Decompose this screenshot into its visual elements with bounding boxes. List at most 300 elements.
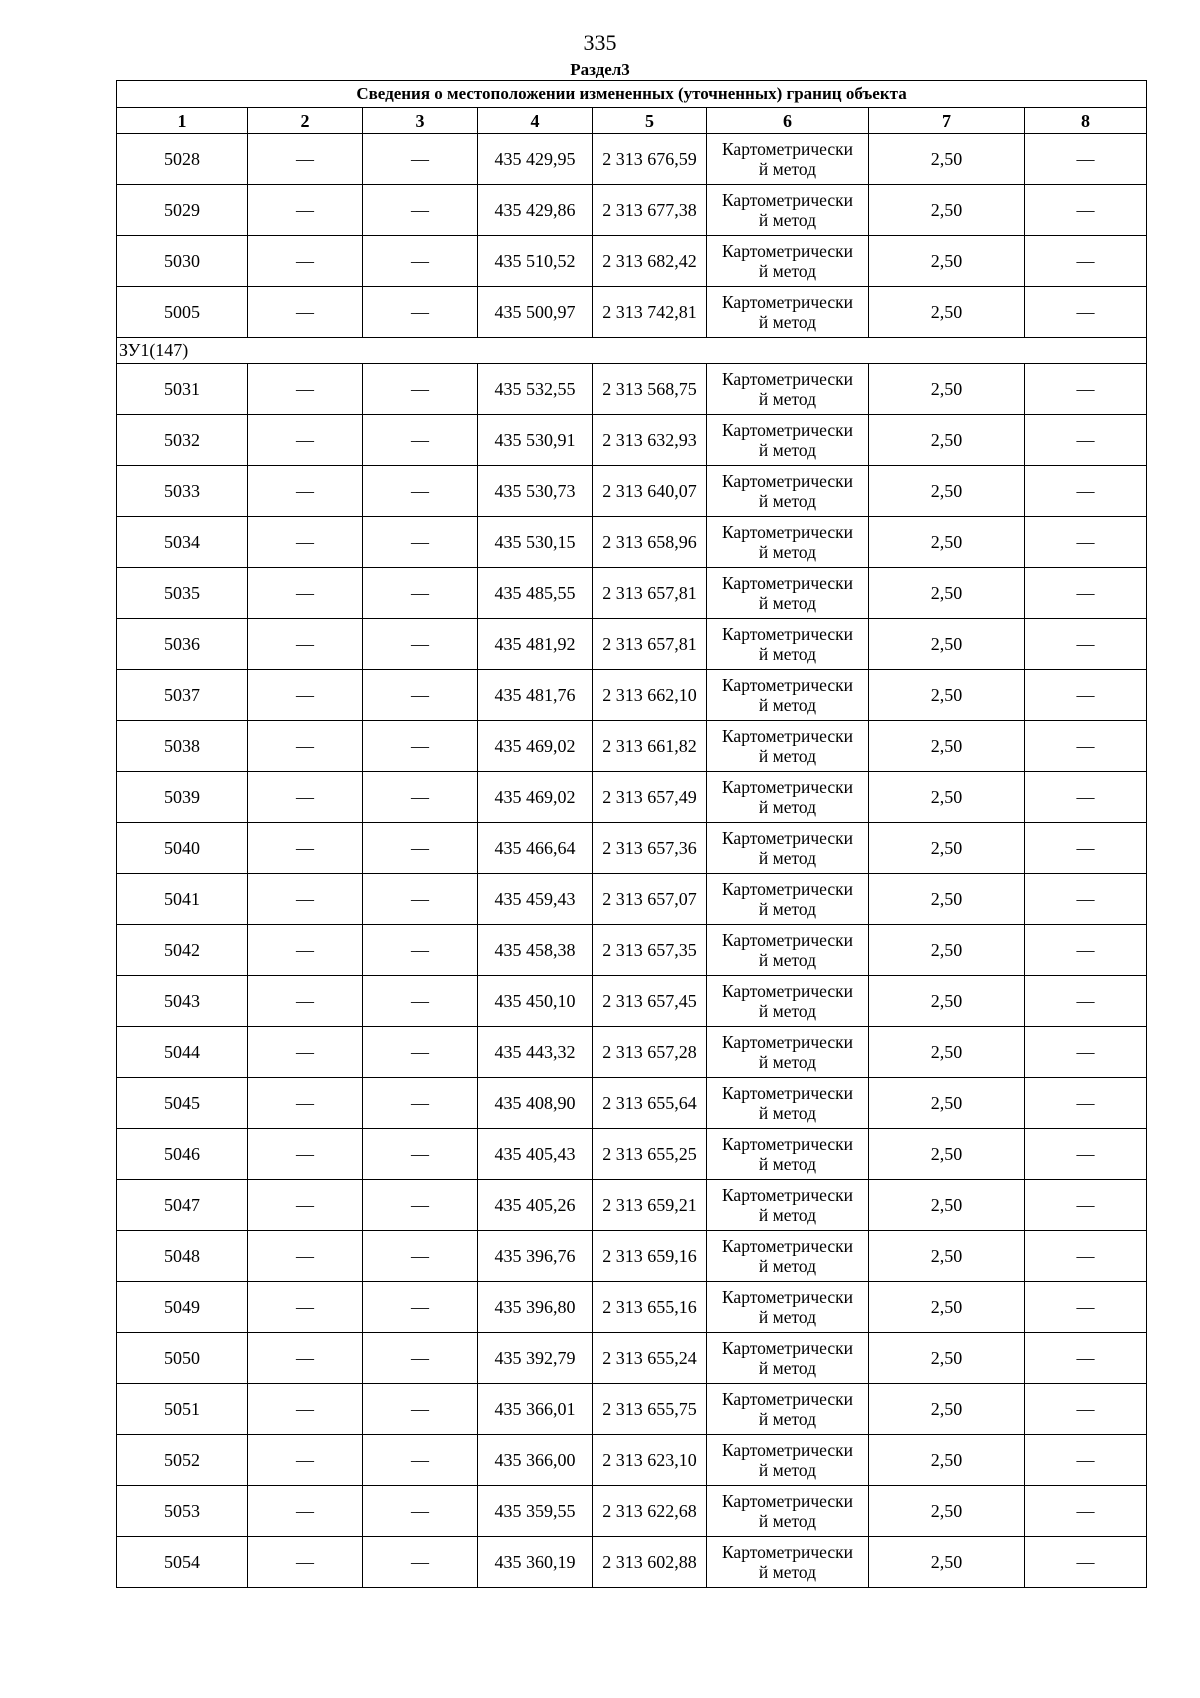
old-x-cell: —	[248, 721, 363, 772]
new-y-cell: 2 313 657,81	[593, 568, 707, 619]
method-line: й метод	[758, 1103, 817, 1123]
table-row	[117, 670, 1147, 721]
table-row	[117, 1231, 1147, 1282]
method-line: й метод	[758, 950, 817, 970]
point-number-cell: 5045	[117, 1078, 248, 1129]
old-x-cell: —	[248, 1537, 363, 1588]
new-y-cell: 2 313 657,28	[593, 1027, 707, 1078]
new-y-cell: 2 313 568,75	[593, 364, 707, 415]
old-x-cell: —	[248, 517, 363, 568]
old-y-cell: —	[363, 1078, 478, 1129]
method-line: Картометрически	[721, 981, 854, 1001]
old-y-cell: —	[363, 1435, 478, 1486]
accuracy-cell: 2,50	[869, 925, 1025, 976]
method-cell	[707, 134, 869, 185]
old-y-cell: —	[363, 517, 478, 568]
new-y-cell: 2 313 655,16	[593, 1282, 707, 1333]
table-row	[117, 772, 1147, 823]
description-cell: —	[1025, 925, 1147, 976]
new-y-cell: 2 313 655,25	[593, 1129, 707, 1180]
method-line: Картометрически	[721, 369, 854, 389]
method-line: й метод	[758, 440, 817, 460]
new-x-cell: 435 450,10	[478, 976, 593, 1027]
point-number-cell: 5035	[117, 568, 248, 619]
old-x-cell: —	[248, 874, 363, 925]
method-line: Картометрически	[721, 777, 854, 797]
accuracy-cell: 2,50	[869, 236, 1025, 287]
table-row	[117, 823, 1147, 874]
method-line: Картометрически	[721, 139, 854, 159]
new-y-cell: 2 313 623,10	[593, 1435, 707, 1486]
new-x-cell: 435 530,73	[478, 466, 593, 517]
old-y-cell: —	[363, 874, 478, 925]
method-line: Картометрически	[721, 828, 854, 848]
point-number-cell: 5047	[117, 1180, 248, 1231]
table-row	[117, 1435, 1147, 1486]
new-y-cell: 2 313 742,81	[593, 287, 707, 338]
method-cell	[707, 1129, 869, 1180]
description-cell: —	[1025, 1129, 1147, 1180]
method-line: й метод	[758, 1001, 817, 1021]
method-line: й метод	[758, 542, 817, 562]
description-cell: —	[1025, 364, 1147, 415]
description-cell: —	[1025, 134, 1147, 185]
accuracy-cell: 2,50	[869, 1333, 1025, 1384]
method-line: Картометрически	[721, 1083, 854, 1103]
point-number-cell: 5034	[117, 517, 248, 568]
method-line: Картометрически	[721, 241, 854, 261]
new-x-cell: 435 469,02	[478, 772, 593, 823]
method-cell	[707, 874, 869, 925]
point-number-cell: 5032	[117, 415, 248, 466]
method-cell	[707, 1537, 869, 1588]
group-label: ЗУ1(147)	[117, 338, 1147, 364]
accuracy-cell: 2,50	[869, 721, 1025, 772]
old-x-cell: —	[248, 1486, 363, 1537]
accuracy-cell: 2,50	[869, 1537, 1025, 1588]
old-y-cell: —	[363, 823, 478, 874]
old-x-cell: —	[248, 1180, 363, 1231]
new-y-cell: 2 313 657,07	[593, 874, 707, 925]
table-row	[117, 287, 1147, 338]
table-row	[117, 976, 1147, 1027]
table-row	[117, 415, 1147, 466]
description-cell: —	[1025, 1486, 1147, 1537]
column-header: 6	[707, 108, 869, 134]
method-line: й метод	[758, 593, 817, 613]
page-number: 335	[583, 30, 617, 55]
old-x-cell: —	[248, 1282, 363, 1333]
description-cell: —	[1025, 415, 1147, 466]
table-row	[117, 1180, 1147, 1231]
method-line: й метод	[758, 210, 817, 230]
old-x-cell: —	[248, 1435, 363, 1486]
method-line: й метод	[758, 1562, 817, 1582]
method-cell	[707, 619, 869, 670]
table-row	[117, 1282, 1147, 1333]
old-y-cell: —	[363, 415, 478, 466]
column-header: 7	[869, 108, 1025, 134]
old-x-cell: —	[248, 568, 363, 619]
method-line: Картометрически	[721, 1185, 854, 1205]
table-row	[117, 1027, 1147, 1078]
old-y-cell: —	[363, 1180, 478, 1231]
method-cell	[707, 364, 869, 415]
accuracy-cell: 2,50	[869, 976, 1025, 1027]
new-x-cell: 435 469,02	[478, 721, 593, 772]
old-x-cell: —	[248, 925, 363, 976]
method-cell	[707, 1231, 869, 1282]
table-row	[117, 517, 1147, 568]
new-y-cell: 2 313 640,07	[593, 466, 707, 517]
method-line: й метод	[758, 1511, 817, 1531]
old-x-cell: —	[248, 185, 363, 236]
old-y-cell: —	[363, 568, 478, 619]
new-x-cell: 435 366,01	[478, 1384, 593, 1435]
table-row	[117, 1129, 1147, 1180]
description-cell: —	[1025, 287, 1147, 338]
old-x-cell: —	[248, 976, 363, 1027]
new-x-cell: 435 458,38	[478, 925, 593, 976]
description-cell: —	[1025, 568, 1147, 619]
method-cell	[707, 1435, 869, 1486]
table-row	[117, 874, 1147, 925]
method-cell	[707, 1486, 869, 1537]
new-y-cell: 2 313 676,59	[593, 134, 707, 185]
method-line: й метод	[758, 1154, 817, 1174]
new-y-cell: 2 313 602,88	[593, 1537, 707, 1588]
new-y-cell: 2 313 632,93	[593, 415, 707, 466]
new-x-cell: 435 392,79	[478, 1333, 593, 1384]
new-x-cell: 435 532,55	[478, 364, 593, 415]
point-number-cell: 5043	[117, 976, 248, 1027]
accuracy-cell: 2,50	[869, 1231, 1025, 1282]
new-x-cell: 435 481,92	[478, 619, 593, 670]
old-x-cell: —	[248, 1333, 363, 1384]
old-y-cell: —	[363, 670, 478, 721]
table-row	[117, 1537, 1147, 1588]
new-y-cell: 2 313 659,21	[593, 1180, 707, 1231]
new-x-cell: 435 429,86	[478, 185, 593, 236]
method-cell	[707, 415, 869, 466]
accuracy-cell: 2,50	[869, 568, 1025, 619]
method-line: й метод	[758, 797, 817, 817]
column-header: 3	[363, 108, 478, 134]
new-x-cell: 435 510,52	[478, 236, 593, 287]
old-x-cell: —	[248, 1384, 363, 1435]
method-line: Картометрически	[721, 522, 854, 542]
table-row	[117, 568, 1147, 619]
coordinates-table	[116, 80, 1147, 1588]
accuracy-cell: 2,50	[869, 1027, 1025, 1078]
point-number-cell: 5046	[117, 1129, 248, 1180]
old-y-cell: —	[363, 1129, 478, 1180]
point-number-cell: 5031	[117, 364, 248, 415]
table-row	[117, 364, 1147, 415]
old-y-cell: —	[363, 619, 478, 670]
accuracy-cell: 2,50	[869, 364, 1025, 415]
method-line: Картометрически	[721, 1542, 854, 1562]
old-y-cell: —	[363, 466, 478, 517]
new-x-cell: 435 459,43	[478, 874, 593, 925]
new-x-cell: 435 500,97	[478, 287, 593, 338]
point-number-cell: 5028	[117, 134, 248, 185]
point-number-cell: 5039	[117, 772, 248, 823]
method-line: й метод	[758, 1409, 817, 1429]
description-cell: —	[1025, 1537, 1147, 1588]
method-line: Картометрически	[721, 1236, 854, 1256]
accuracy-cell: 2,50	[869, 1078, 1025, 1129]
description-cell: —	[1025, 823, 1147, 874]
old-x-cell: —	[248, 1078, 363, 1129]
accuracy-cell: 2,50	[869, 415, 1025, 466]
method-cell	[707, 721, 869, 772]
accuracy-cell: 2,50	[869, 772, 1025, 823]
new-y-cell: 2 313 657,36	[593, 823, 707, 874]
column-header: 1	[117, 108, 248, 134]
new-y-cell: 2 313 655,75	[593, 1384, 707, 1435]
old-y-cell: —	[363, 185, 478, 236]
method-line: й метод	[758, 1052, 817, 1072]
point-number-cell: 5029	[117, 185, 248, 236]
new-x-cell: 435 530,91	[478, 415, 593, 466]
method-cell	[707, 925, 869, 976]
point-number-cell: 5037	[117, 670, 248, 721]
new-y-cell: 2 313 657,45	[593, 976, 707, 1027]
old-y-cell: —	[363, 772, 478, 823]
old-x-cell: —	[248, 772, 363, 823]
method-cell	[707, 823, 869, 874]
point-number-cell: 5053	[117, 1486, 248, 1537]
table-row	[117, 721, 1147, 772]
method-line: й метод	[758, 1358, 817, 1378]
new-y-cell: 2 313 657,81	[593, 619, 707, 670]
new-y-cell: 2 313 682,42	[593, 236, 707, 287]
table-row	[117, 134, 1147, 185]
column-header-row	[117, 108, 1147, 134]
method-cell	[707, 185, 869, 236]
old-y-cell: —	[363, 1537, 478, 1588]
point-number-cell: 5033	[117, 466, 248, 517]
new-y-cell: 2 313 657,35	[593, 925, 707, 976]
method-line: Картометрически	[721, 1491, 854, 1511]
table-row	[117, 1384, 1147, 1435]
accuracy-cell: 2,50	[869, 517, 1025, 568]
description-cell: —	[1025, 874, 1147, 925]
description-cell: —	[1025, 1078, 1147, 1129]
group-label-row	[117, 338, 1147, 364]
point-number-cell: 5049	[117, 1282, 248, 1333]
new-x-cell: 435 405,43	[478, 1129, 593, 1180]
section-title: Раздел3	[570, 60, 630, 79]
accuracy-cell: 2,50	[869, 1384, 1025, 1435]
method-cell	[707, 287, 869, 338]
method-line: й метод	[758, 1205, 817, 1225]
method-line: Картометрически	[721, 1389, 854, 1409]
method-line: й метод	[758, 1256, 817, 1276]
table-caption: Сведения о местоположении измененных (уточненных) границ объекта	[117, 81, 1147, 108]
old-x-cell: —	[248, 1027, 363, 1078]
point-number-cell: 5050	[117, 1333, 248, 1384]
accuracy-cell: 2,50	[869, 823, 1025, 874]
new-y-cell: 2 313 661,82	[593, 721, 707, 772]
description-cell: —	[1025, 1282, 1147, 1333]
method-cell	[707, 466, 869, 517]
table-row	[117, 1486, 1147, 1537]
accuracy-cell: 2,50	[869, 287, 1025, 338]
table-caption-row	[117, 81, 1147, 108]
method-cell	[707, 1384, 869, 1435]
new-y-cell: 2 313 655,24	[593, 1333, 707, 1384]
old-x-cell: —	[248, 466, 363, 517]
description-cell: —	[1025, 1231, 1147, 1282]
method-cell	[707, 236, 869, 287]
old-x-cell: —	[248, 1231, 363, 1282]
method-line: й метод	[758, 159, 817, 179]
point-number-cell: 5042	[117, 925, 248, 976]
old-x-cell: —	[248, 287, 363, 338]
method-line: Картометрически	[721, 675, 854, 695]
accuracy-cell: 2,50	[869, 185, 1025, 236]
method-line: й метод	[758, 312, 817, 332]
accuracy-cell: 2,50	[869, 1486, 1025, 1537]
new-y-cell: 2 313 655,64	[593, 1078, 707, 1129]
new-y-cell: 2 313 657,49	[593, 772, 707, 823]
description-cell: —	[1025, 236, 1147, 287]
method-line: Картометрически	[721, 879, 854, 899]
method-line: Картометрически	[721, 1338, 854, 1358]
method-line: й метод	[758, 261, 817, 281]
method-line: Картометрически	[721, 420, 854, 440]
method-cell	[707, 517, 869, 568]
new-y-cell: 2 313 677,38	[593, 185, 707, 236]
description-cell: —	[1025, 185, 1147, 236]
method-cell	[707, 976, 869, 1027]
point-number-cell: 5044	[117, 1027, 248, 1078]
description-cell: —	[1025, 1384, 1147, 1435]
old-y-cell: —	[363, 1231, 478, 1282]
column-header: 4	[478, 108, 593, 134]
method-line: й метод	[758, 644, 817, 664]
new-x-cell: 435 530,15	[478, 517, 593, 568]
method-cell	[707, 568, 869, 619]
description-cell: —	[1025, 721, 1147, 772]
column-header: 2	[248, 108, 363, 134]
method-line: й метод	[758, 899, 817, 919]
old-y-cell: —	[363, 1027, 478, 1078]
old-y-cell: —	[363, 287, 478, 338]
description-cell: —	[1025, 670, 1147, 721]
method-line: Картометрически	[721, 471, 854, 491]
table-row	[117, 619, 1147, 670]
accuracy-cell: 2,50	[869, 134, 1025, 185]
old-x-cell: —	[248, 415, 363, 466]
new-x-cell: 435 405,26	[478, 1180, 593, 1231]
method-cell	[707, 772, 869, 823]
method-cell	[707, 1333, 869, 1384]
description-cell: —	[1025, 976, 1147, 1027]
accuracy-cell: 2,50	[869, 874, 1025, 925]
old-x-cell: —	[248, 236, 363, 287]
old-x-cell: —	[248, 1129, 363, 1180]
description-cell: —	[1025, 619, 1147, 670]
method-line: й метод	[758, 695, 817, 715]
table-row	[117, 1333, 1147, 1384]
old-x-cell: —	[248, 619, 363, 670]
old-y-cell: —	[363, 364, 478, 415]
new-x-cell: 435 359,55	[478, 1486, 593, 1537]
method-line: й метод	[758, 848, 817, 868]
method-line: Картометрически	[721, 1287, 854, 1307]
new-y-cell: 2 313 659,16	[593, 1231, 707, 1282]
old-x-cell: —	[248, 670, 363, 721]
point-number-cell: 5030	[117, 236, 248, 287]
new-x-cell: 435 408,90	[478, 1078, 593, 1129]
method-line: й метод	[758, 1307, 817, 1327]
method-cell	[707, 1027, 869, 1078]
new-x-cell: 435 485,55	[478, 568, 593, 619]
new-x-cell: 435 396,80	[478, 1282, 593, 1333]
point-number-cell: 5005	[117, 287, 248, 338]
accuracy-cell: 2,50	[869, 1129, 1025, 1180]
new-x-cell: 435 466,64	[478, 823, 593, 874]
table-row	[117, 466, 1147, 517]
table-row	[117, 185, 1147, 236]
point-number-cell: 5054	[117, 1537, 248, 1588]
old-y-cell: —	[363, 976, 478, 1027]
column-header: 5	[593, 108, 707, 134]
point-number-cell: 5051	[117, 1384, 248, 1435]
new-x-cell: 435 481,76	[478, 670, 593, 721]
accuracy-cell: 2,50	[869, 466, 1025, 517]
new-x-cell: 435 366,00	[478, 1435, 593, 1486]
point-number-cell: 5040	[117, 823, 248, 874]
method-cell	[707, 1078, 869, 1129]
method-line: й метод	[758, 746, 817, 766]
accuracy-cell: 2,50	[869, 670, 1025, 721]
method-line: Картометрически	[721, 190, 854, 210]
table-row	[117, 236, 1147, 287]
point-number-cell: 5041	[117, 874, 248, 925]
old-y-cell: —	[363, 1282, 478, 1333]
accuracy-cell: 2,50	[869, 619, 1025, 670]
method-line: Картометрически	[721, 1440, 854, 1460]
new-x-cell: 435 396,76	[478, 1231, 593, 1282]
method-line: Картометрически	[721, 624, 854, 644]
old-x-cell: —	[248, 823, 363, 874]
new-x-cell: 435 443,32	[478, 1027, 593, 1078]
old-y-cell: —	[363, 134, 478, 185]
point-number-cell: 5038	[117, 721, 248, 772]
method-cell	[707, 1180, 869, 1231]
point-number-cell: 5036	[117, 619, 248, 670]
description-cell: —	[1025, 772, 1147, 823]
accuracy-cell: 2,50	[869, 1180, 1025, 1231]
old-y-cell: —	[363, 236, 478, 287]
method-line: Картометрически	[721, 1134, 854, 1154]
method-line: Картометрически	[721, 1032, 854, 1052]
method-line: Картометрически	[721, 726, 854, 746]
description-cell: —	[1025, 1435, 1147, 1486]
old-y-cell: —	[363, 925, 478, 976]
description-cell: —	[1025, 517, 1147, 568]
description-cell: —	[1025, 1180, 1147, 1231]
old-y-cell: —	[363, 1486, 478, 1537]
method-line: й метод	[758, 1460, 817, 1480]
accuracy-cell: 2,50	[869, 1435, 1025, 1486]
old-x-cell: —	[248, 134, 363, 185]
table-row	[117, 1078, 1147, 1129]
